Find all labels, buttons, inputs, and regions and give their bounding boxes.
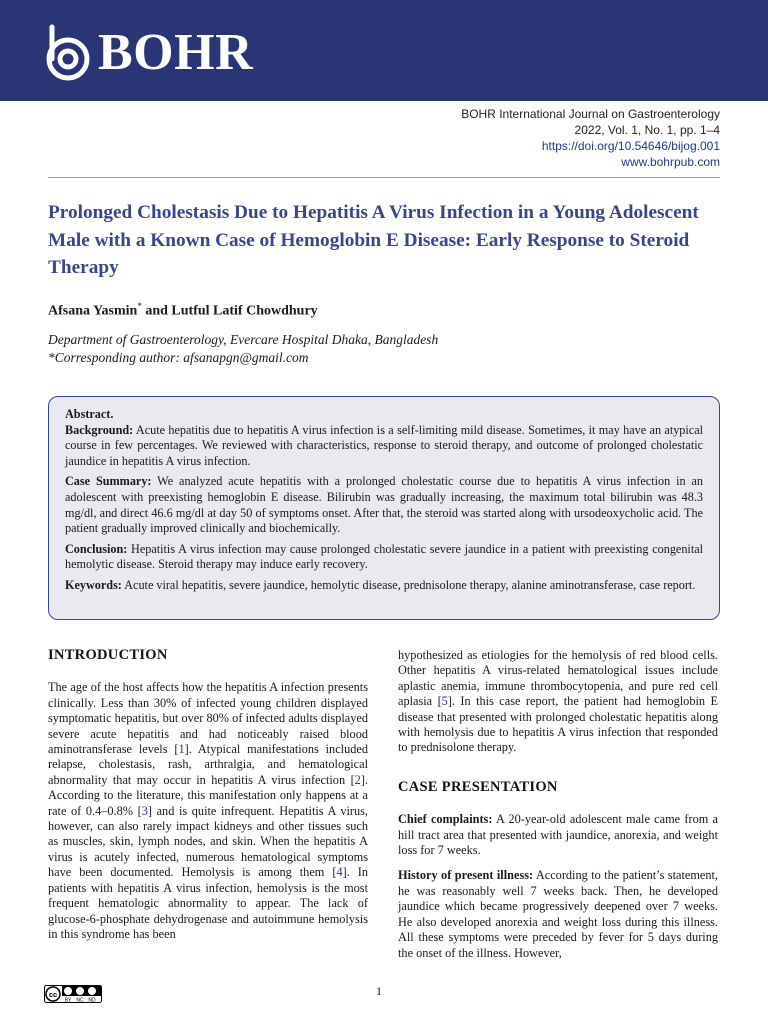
affiliation-block <box>48 331 438 367</box>
doi-link[interactable]: https://doi.org/10.54646/bijog.001 <box>541 139 720 153</box>
cc-label: cc <box>48 989 58 999</box>
background-text: Acute hepatitis due to hepatitis A virus infection is a self-limiting mild disease. Sometimes, it may have an atypical course in few percentages. We reviewed with characteristics, response to steroid therapy, and outcome of prolonged cholestatic jaundice in hepatitis A virus infection. <box>65 422 703 468</box>
history-text: According to the patient’s statement, he was reasonably well 7 weeks back. Then, he developed jaundice which became progressively deepened over 7 weeks. He also developed anorexia and weight loss during this illness. All these symptoms were preceded by fever for 5 days during the onset of the illness. However, <box>398 868 718 960</box>
abstract-case-summary <box>65 474 703 536</box>
keywords-text: Acute viral hepatitis, severe jaundice, hemolytic disease, prednisolone therapy, alanine aminotransferase, case report. <box>121 577 696 592</box>
intro-continuation <box>398 648 718 756</box>
intro-text-4: ] and is quite infrequent. Hepatitis A virus, however, can also rarely impact kidneys and other tissues such as muscles, skin, lymph nodes, and skin. When the hepatitis A virus is acutely infected, numerous hematological symptoms have been documented. Hemolysis is among them [ <box>48 803 368 880</box>
header-divider <box>48 177 720 178</box>
conclusion-text: Hepatitis A virus infection may cause prolonged cholestatic severe jaundice in a patient with preexisting congenital hemolytic disease. Steroid therapy may induce early recovery. <box>65 541 703 572</box>
intro-text-1: The age of the host affects how the hepatitis A infection presents clinically. Less than 30% of infected young children displayed symptomatic hepatitis, but over 80% of infected adults displayed severe acute hepatitis and had noticeably raised blood aminotransferase levels [ <box>48 680 368 757</box>
author-1: Afsana Yasmin <box>48 303 138 319</box>
background-label: Background: <box>65 422 134 437</box>
conclusion-label: Conclusion: <box>65 541 128 556</box>
intro-cont-text-1: hypothesized as etiologies for the hemolysis of red blood cells. Other hepatitis A virus-related hematological issues include aplastic anemia, immune thrombocytopenia, and pure red cell aplasia [ <box>398 648 718 709</box>
article-title: Prolonged Cholestasis Due to Hepatitis A Virus Infection in a Young Adolescent Male with a Known Case of Hemoglobin E Disease: Early Response to Steroid Therapy <box>48 202 699 278</box>
website-link[interactable]: www.bohrpub.com <box>621 155 720 169</box>
case-presentation-heading: CASE PRESENTATION <box>398 778 558 795</box>
bohr-logo-icon <box>44 23 92 83</box>
intro-text-3: ]. According to the literature, this manifestation only happens at a rate of 0.4–0.8% [ <box>48 772 368 818</box>
abstract-conclusion <box>65 542 703 573</box>
chief-complaints <box>398 812 718 858</box>
introduction-paragraph <box>48 680 368 942</box>
nd-label: ND <box>88 997 96 1003</box>
left-column <box>48 648 368 952</box>
intro-cont-text-2: ]. In this case report, the patient had hemoglobin E disease that presented with prolonged cholestatic hepatitis along with hemolysis due to hepatitis A virus infection that responded to prednisolone therapy. <box>398 694 718 755</box>
abstract-box <box>48 396 720 620</box>
intro-text-2: ]. Atypical manifestations included relapse, cholestasis, rash, arthralgia, and hematological abnormality that may occur in hepatitis A virus infection [ <box>48 742 368 787</box>
affiliation: Department of Gastroenterology, Evercare Hospital Dhaka, Bangladesh <box>48 332 439 347</box>
keywords-label: Keywords: <box>65 577 122 592</box>
abstract-keywords <box>65 578 703 594</box>
intro-text-5: ]. In patients with hepatitis A virus infection, hemolysis is the most frequent hematologic abnormality to appear. The lack of glucose-6-phosphate dehydrogenase and autoimmune hemolysis in this syndrome has been <box>48 865 368 941</box>
case-summary-label: Case Summary: <box>65 474 152 489</box>
abstract-heading: Abstract. <box>65 407 114 421</box>
authors <box>48 301 318 320</box>
right-column <box>398 648 718 971</box>
cc-by-nc-nd-icon <box>44 985 102 1003</box>
corresponding-mark: * <box>137 301 142 311</box>
journal-info <box>461 106 720 170</box>
citation-3[interactable]: 3 <box>141 803 148 818</box>
page-number: 1 <box>376 984 382 998</box>
chief-complaints-label: Chief complaints: <box>398 812 493 827</box>
author-2: Lutful Latif Chowdhury <box>171 303 318 319</box>
citation-1[interactable]: 1 <box>178 742 185 757</box>
chief-complaints-text: A 20-year-old adolescent male came from a hill tract area that presented with jaundice, anorexia, and weight loss for 7 weeks. <box>398 812 718 858</box>
journal-name: BOHR International Journal on Gastroenterology <box>461 107 720 121</box>
cc-license-badge[interactable] <box>44 985 102 1008</box>
corresponding-author: *Corresponding author: afsanapgn@gmail.com <box>48 350 309 365</box>
citation-4[interactable]: 4 <box>336 865 343 880</box>
volume-info: 2022, Vol. 1, No. 1, pp. 1–4 <box>574 123 720 137</box>
abstract-background <box>65 423 703 470</box>
bohr-logo[interactable] <box>44 18 253 88</box>
citation-5[interactable]: 5 <box>441 694 448 709</box>
logo-text: BOHR <box>98 24 254 81</box>
author-conjunction: and <box>141 303 172 319</box>
nc-label: NC <box>76 997 84 1003</box>
citation-2[interactable]: 2 <box>354 772 361 787</box>
history-present-illness <box>398 868 718 960</box>
introduction-heading: INTRODUCTION <box>48 647 168 663</box>
case-summary-text: We analyzed acute hepatitis with a prolonged cholestatic course due to hepatitis A virus infection in an adolescent with preexisting hemoglobin E disease. Bilirubin was gradually increasing, the maximum total bilirubin was 48.3 mg/dl, and direct 46.6 mg/dl at day 50 of symptoms onset. After that, the steroid was started along with ursodeoxycholic acid. The patient gradually improved clinically and biochemically. <box>65 474 703 536</box>
by-label: BY <box>64 997 72 1003</box>
history-label: History of present illness: <box>398 868 534 883</box>
journal-banner <box>0 0 768 101</box>
